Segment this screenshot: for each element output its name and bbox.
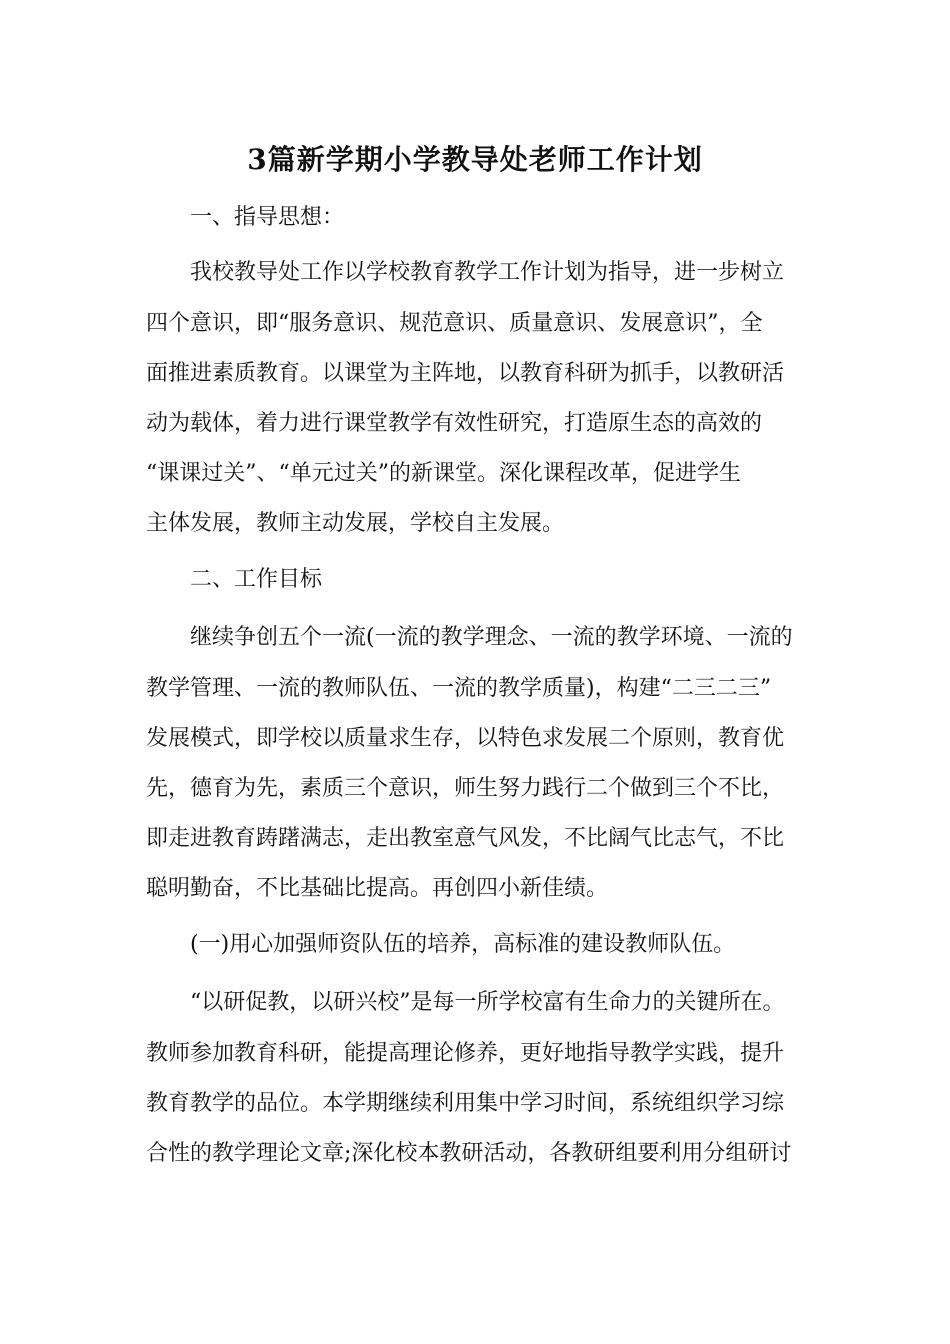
paragraph-line: 教育教学的品位。本学期继续利用集中学习时间，系统组织学习综 [146,1091,785,1116]
paragraph-line: “以研促教，以研兴校”是每一所学校富有生命力的关键所在。 [190,990,785,1015]
document-title: 3篇新学期小学教导处老师工作计划 [247,143,703,176]
heading-guiding-thought: 一、指导思想： [190,205,345,230]
paragraph-line: 即走进教育踌躇满志，走出教室意气风发，不比阔气比志气，不比 [146,826,785,851]
paragraph-line: 教师参加教育科研，能提高理论修养，更好地指导教学实践，提升 [146,1041,785,1066]
paragraph-line: 发展模式，即学校以质量求生存，以特色求发展二个原则，教育优 [146,726,785,751]
paragraph-line: 教学管理、一流的教师队伍、一流的教学质量)，构建“二三二三” [146,676,772,701]
paragraph-line: 先，德育为先，素质三个意识，师生努力践行二个做到三个不比， [146,776,785,801]
paragraph-line: 合性的教学理论文章;深化校本教研活动，各教研组要利用分组研讨 [146,1141,792,1166]
paragraph-line: 主体发展，教师主动发展，学校自主发展。 [146,511,565,536]
paragraph-line: 聪明勤奋，不比基础比提高。再创四小新佳绩。 [146,876,609,901]
paragraph-line: 四个意识，即“服务意识、规范意识、质量意识、发展意识”，全 [146,311,763,336]
paragraph-line: 面推进素质教育。以课堂为主阵地，以教育科研为抓手，以教研活 [146,361,785,386]
paragraph-line: 继续争创五个一流(一流的教学理念、一流的教学环境、一流的 [190,625,793,650]
paragraph-line: 动为载体，着力进行课堂教学有效性研究，打造原生态的高效的 [146,411,763,436]
paragraph-line: 我校教导处工作以学校教育教学工作计划为指导，进一步树立 [190,260,785,285]
paragraph-line: “课课过关”、“单元过关”的新课堂。深化课程改革，促进学生 [146,461,741,486]
heading-work-goals: 二、工作目标 [190,567,323,592]
subheading-teacher-team: (一)用心加强师资队伍的培养，高标准的建设教师队伍。 [190,932,736,957]
